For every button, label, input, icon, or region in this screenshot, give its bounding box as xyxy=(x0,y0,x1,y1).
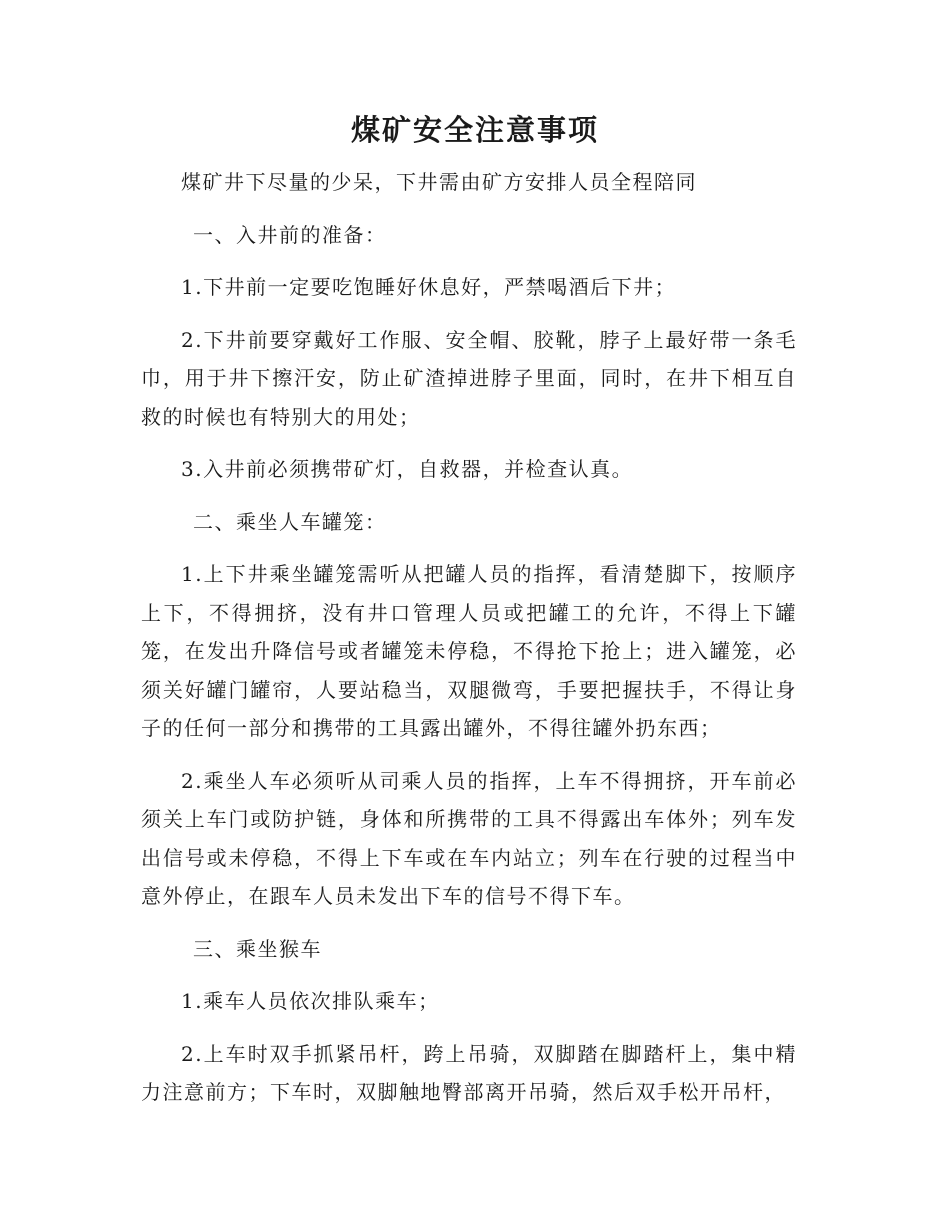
section-1-item-3: 3.入井前必须携带矿灯，自救器，并检查认真。 xyxy=(181,457,634,481)
section-2-item-1: 1.上下井乘坐罐笼需听从把罐人员的指挥，看清楚脚下，按顺序上下，不得拥挤，没有井口管理人员或把罐工的允许，不得上下罐笼，在发出升降信号或者罐笼未停稳，不得抢下抢上；进入罐笼，必须关好罐门罐帘，人要站稳当，双腿微弯，手要把握扶手，不得让身子的任何一部分和携带的工具露出罐外，不得往罐外扔东西； xyxy=(141,562,797,740)
document-body xyxy=(141,163,797,1112)
section-1-item-1: 1.下井前一定要吃饱睡好休息好，严禁喝酒后下井； xyxy=(181,275,677,299)
section-1-item-2: 2.下井前要穿戴好工作服、安全帽、胶靴，脖子上最好带一条毛巾，用于井下擦汗安，防止矿渣掉进脖子里面，同时，在井下相互自救的时候也有特别大的用处； xyxy=(141,327,797,429)
document-title: 煤矿安全注意事项 xyxy=(350,113,599,147)
section-heading-1: 一、入井前的准备： xyxy=(193,222,387,247)
section-heading-2: 二、乘坐人车罐笼： xyxy=(193,509,387,534)
section-3-item-1: 1.乘车人员依次排队乘车； xyxy=(181,989,440,1013)
section-heading-3: 三、乘坐猴车 xyxy=(193,936,322,961)
section-3-item-2: 2.上车时双手抓紧吊杆，跨上吊骑，双脚踏在脚踏杆上，集中精力注意前方；下车时，双脚触地臀部离开吊骑，然后双手松开吊杆， xyxy=(141,1041,797,1104)
intro-paragraph: 煤矿井下尽量的少呆，下井需由矿方安排人员全程陪同 xyxy=(181,170,697,194)
section-2-item-2: 2.乘坐人车必须听从司乘人员的指挥，上车不得拥挤，开车前必须关上车门或防护链，身体和所携带的工具不得露出车体外；列车发出信号或未停稳，不得上下车或在车内站立；列车在行驶的过程当中意外停止，在跟车人员未发出下车的信号不得下车。 xyxy=(141,768,797,908)
